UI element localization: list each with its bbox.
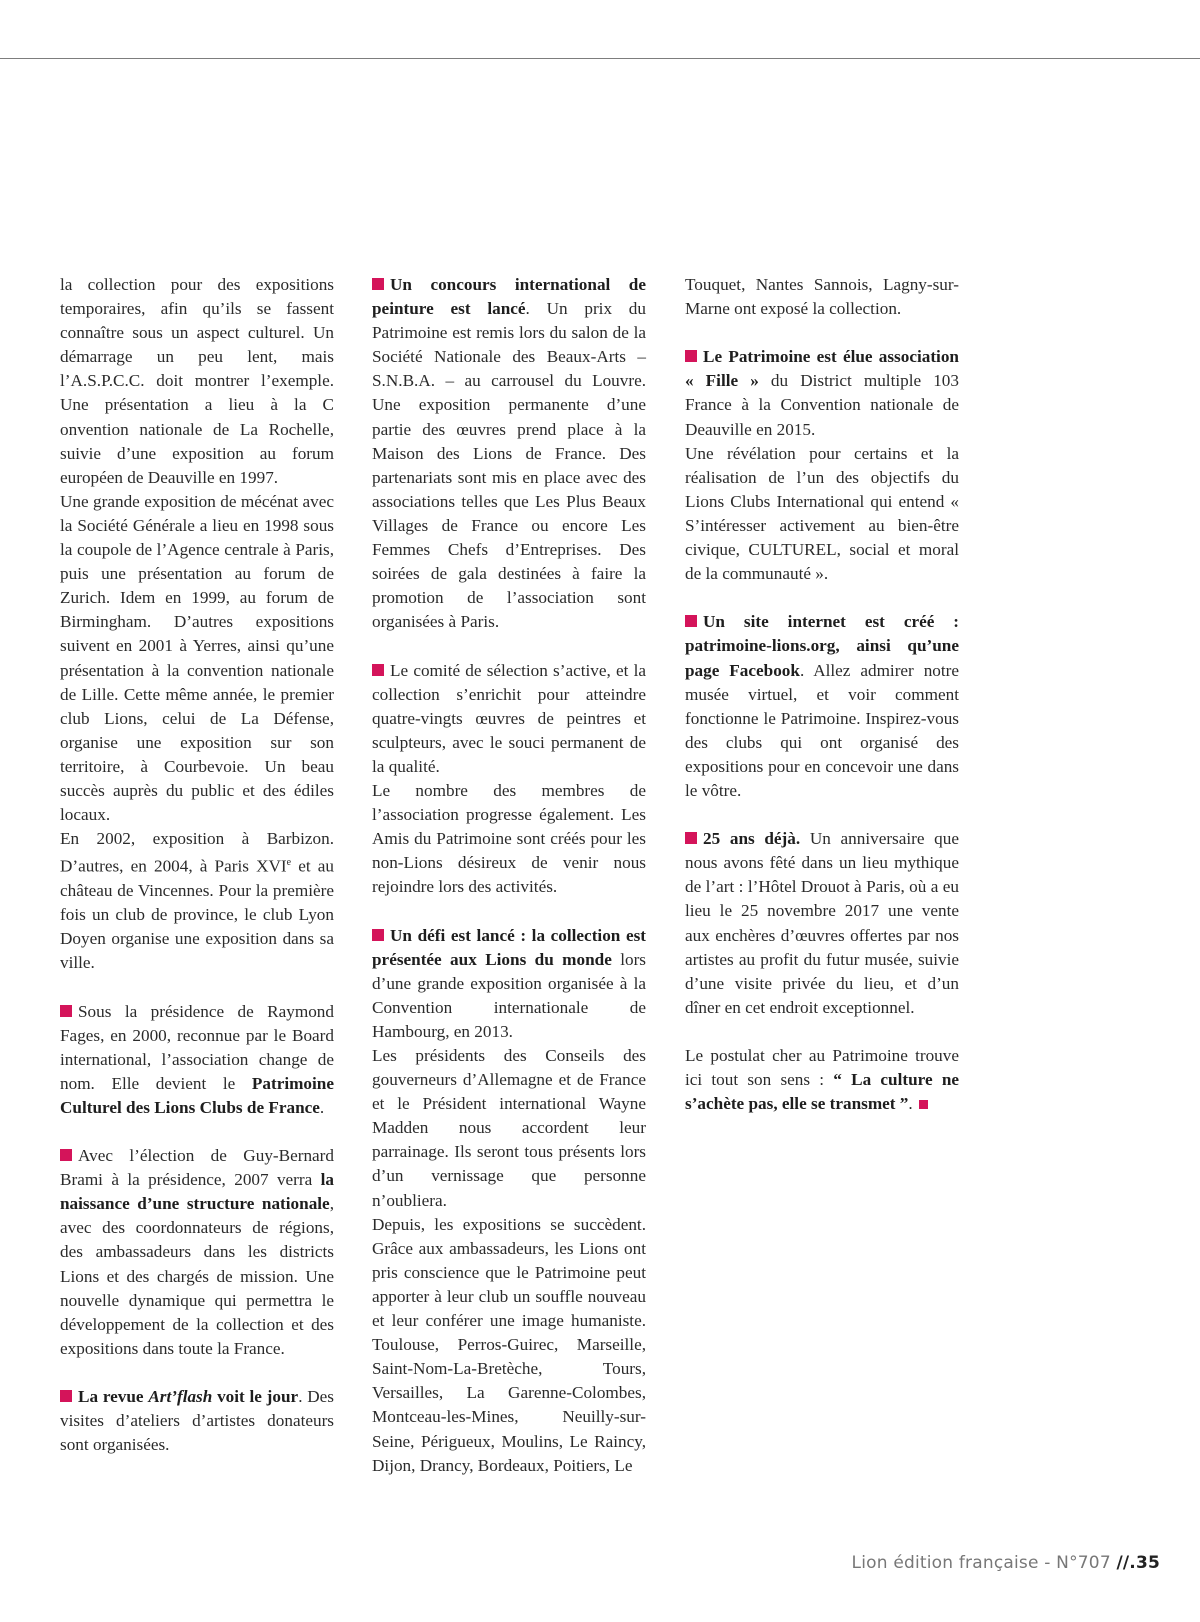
footer-separator: // — [1116, 1553, 1130, 1573]
paragraph: Une révélation pour certains et la réalisation de l’un des objectifs du Lions Clubs International qui entend « S’intéresser activement au bien-être civique, CULTUREL, social et moral de la communauté ». — [685, 443, 959, 584]
paragraph: Le postulat cher au Patrimoine trouve ici tout son sens : “ La culture ne s’achète pas, elle se transmet ”. — [685, 1046, 960, 1114]
publication-name: Lion édition française - N°707 — [851, 1553, 1111, 1573]
end-mark-square-icon — [919, 1100, 928, 1109]
paragraph: Le nombre des membres de l’association progresse également. Les Amis du Patrimoine sont créés pour les non-Lions désireux de venir nous rejoindre lors des activités. — [372, 780, 646, 897]
paragraph: Depuis, les expositions se succèdent. Grâce aux ambassadeurs, les Lions ont pris conscience que le Patrimoine peut apporter à leur club un souffle nouveau et leur conférer une image humaniste. Toulouse, Perros-Guirec, Marseille, Saint-Nom-La-Bretèche, Tours, Versailles, La Garenne-Colombes, Montceau-les-Mines, Neuilly-sur-Seine, Périgueux, Moulins, Le Raincy, Dijon, Drancy, Bordeaux, Poitiers, Le — [372, 1214, 646, 1475]
column-2 — [372, 273, 646, 1478]
superscript: e — [286, 857, 292, 869]
paragraph: Avec l’élection de Guy-Bernard Brami à la présidence, 2007 verra la naissance d’une structure nationale, avec des coordonnateurs de régions, des ambassadeurs dans les districts Lions et des chargés de mission. Une nouvelle dynamique qui permettra le développement de la collection et des expositions dans toute la France. — [60, 1146, 334, 1358]
paragraph: En 2002, exposition à Barbizon. D’autres, en 2004, à Paris XVIe et au château de Vincennes. Pour la première fois un club de province, le club Lyon Doyen organise une exposition dans sa ville. — [60, 829, 334, 973]
paragraph: Touquet, Nantes Sannois, Lagny-sur-Marne ont exposé la collection. — [685, 275, 959, 319]
column-1 — [60, 273, 334, 1457]
bullet-square-icon — [372, 664, 384, 676]
paragraph: 25 ans déjà. Un anniversaire que nous avons fêté dans un lieu mythique de l’art : l’Hôtel Drouot à Paris, où a eu lieu le 25 novembre 2017 une vente aux enchères d’œuvres offertes par nos artistes au profit du futur musée, suivie d’une visite privée du lieu, et d’un dîner en cet endroit exceptionnel. — [685, 829, 959, 1017]
paragraph: Les présidents des Conseils des gouverneurs d’Allemagne et de France et le Président international Wayne Madden nous accordent leur parrainage. Ils seront tous présents lors d’un vernissage que personne n’oubliera. — [372, 1046, 646, 1210]
bullet-square-icon — [685, 615, 697, 627]
paragraph: Le comité de sélection s’active, et la collection s’enrichit pour atteindre quatre-vingts œuvres de peintres et sculpteurs, avec le souci permanent de la qualité. — [372, 660, 646, 776]
top-rule — [0, 58, 1200, 59]
bullet-square-icon — [60, 1005, 72, 1017]
bullet-square-icon — [60, 1149, 72, 1161]
paragraph: Un site internet est créé : patrimoine-lions.org, ainsi qu’une page Facebook. Allez admirer notre musée virtuel, et voir comment fonctionne le Patrimoine. Inspirez-vous des clubs qui ont organisé des expositions pour en concevoir une dans le vôtre. — [685, 612, 960, 800]
paragraph: La revue Art’flash voit le jour. Des visites d’ateliers d’artistes donateurs sont organisées. — [60, 1387, 334, 1455]
column-3 — [685, 273, 959, 1116]
paragraph: Sous la présidence de Raymond Fages, en 2000, reconnue par le Board international, l’association change de nom. Elle devient le Patrimoine Culturel des Lions Clubs de France. — [60, 1001, 334, 1117]
bullet-square-icon — [685, 832, 697, 844]
page-number: .35 — [1129, 1553, 1160, 1573]
page-footer — [852, 1553, 1160, 1573]
paragraph: la collection pour des expositions temporaires, afin qu’ils se fassent connaître sous un aspect culturel. Un démarrage un peu lent, mais l’A.S.P.C.C. doit montrer l’exemple. Une présentation a lieu à la C onvention nationale de La Rochelle, suivie d’une exposition au forum européen de Deauville en 1997. — [60, 275, 334, 487]
paragraph: Un concours international de peinture est lancé. Un prix du Patrimoine est remis lors du salon de la Société Nationale des Beaux-Arts – S.N.B.A. – au carrousel du Louvre. Une exposition permanente d’une partie des œuvres prend place à la Maison des Lions de France. Des partenariats sont mis en place avec des associations telles que Les Plus Beaux Villages de France ou encore Les Femmes Chefs d’Entreprises. Des soirées de gala destinées à faire la promotion de l’association sont organisées à Paris. — [372, 275, 646, 632]
bullet-square-icon — [685, 350, 697, 362]
paragraph: Le Patrimoine est élue association « Fille » du District multiple 103 France à la Convention nationale de Deauville en 2015. — [685, 347, 959, 439]
bullet-square-icon — [372, 929, 384, 941]
paragraph: Une grande exposition de mécénat avec la Société Générale a lieu en 1998 sous la coupole de l’Agence centrale à Paris, puis une présentation au forum de Zurich. Idem en 1999, au forum de Birmingham. D’autres expositions suivent en 2001 à Yerres, ainsi qu’une présentation à la convention nationale de Lille. Cette même année, le premier club Lions, celui de La Défense, organise une exposition sur son territoire, à Courbevoie. Un beau succès auprès du public et des édiles locaux. — [60, 491, 334, 825]
bullet-square-icon — [60, 1390, 72, 1402]
bullet-square-icon — [372, 278, 384, 290]
paragraph: Un défi est lancé : la collection est présentée aux Lions du monde lors d’une grande exposition organisée à la Convention internationale de Hambourg, en 2013. — [372, 925, 646, 1041]
